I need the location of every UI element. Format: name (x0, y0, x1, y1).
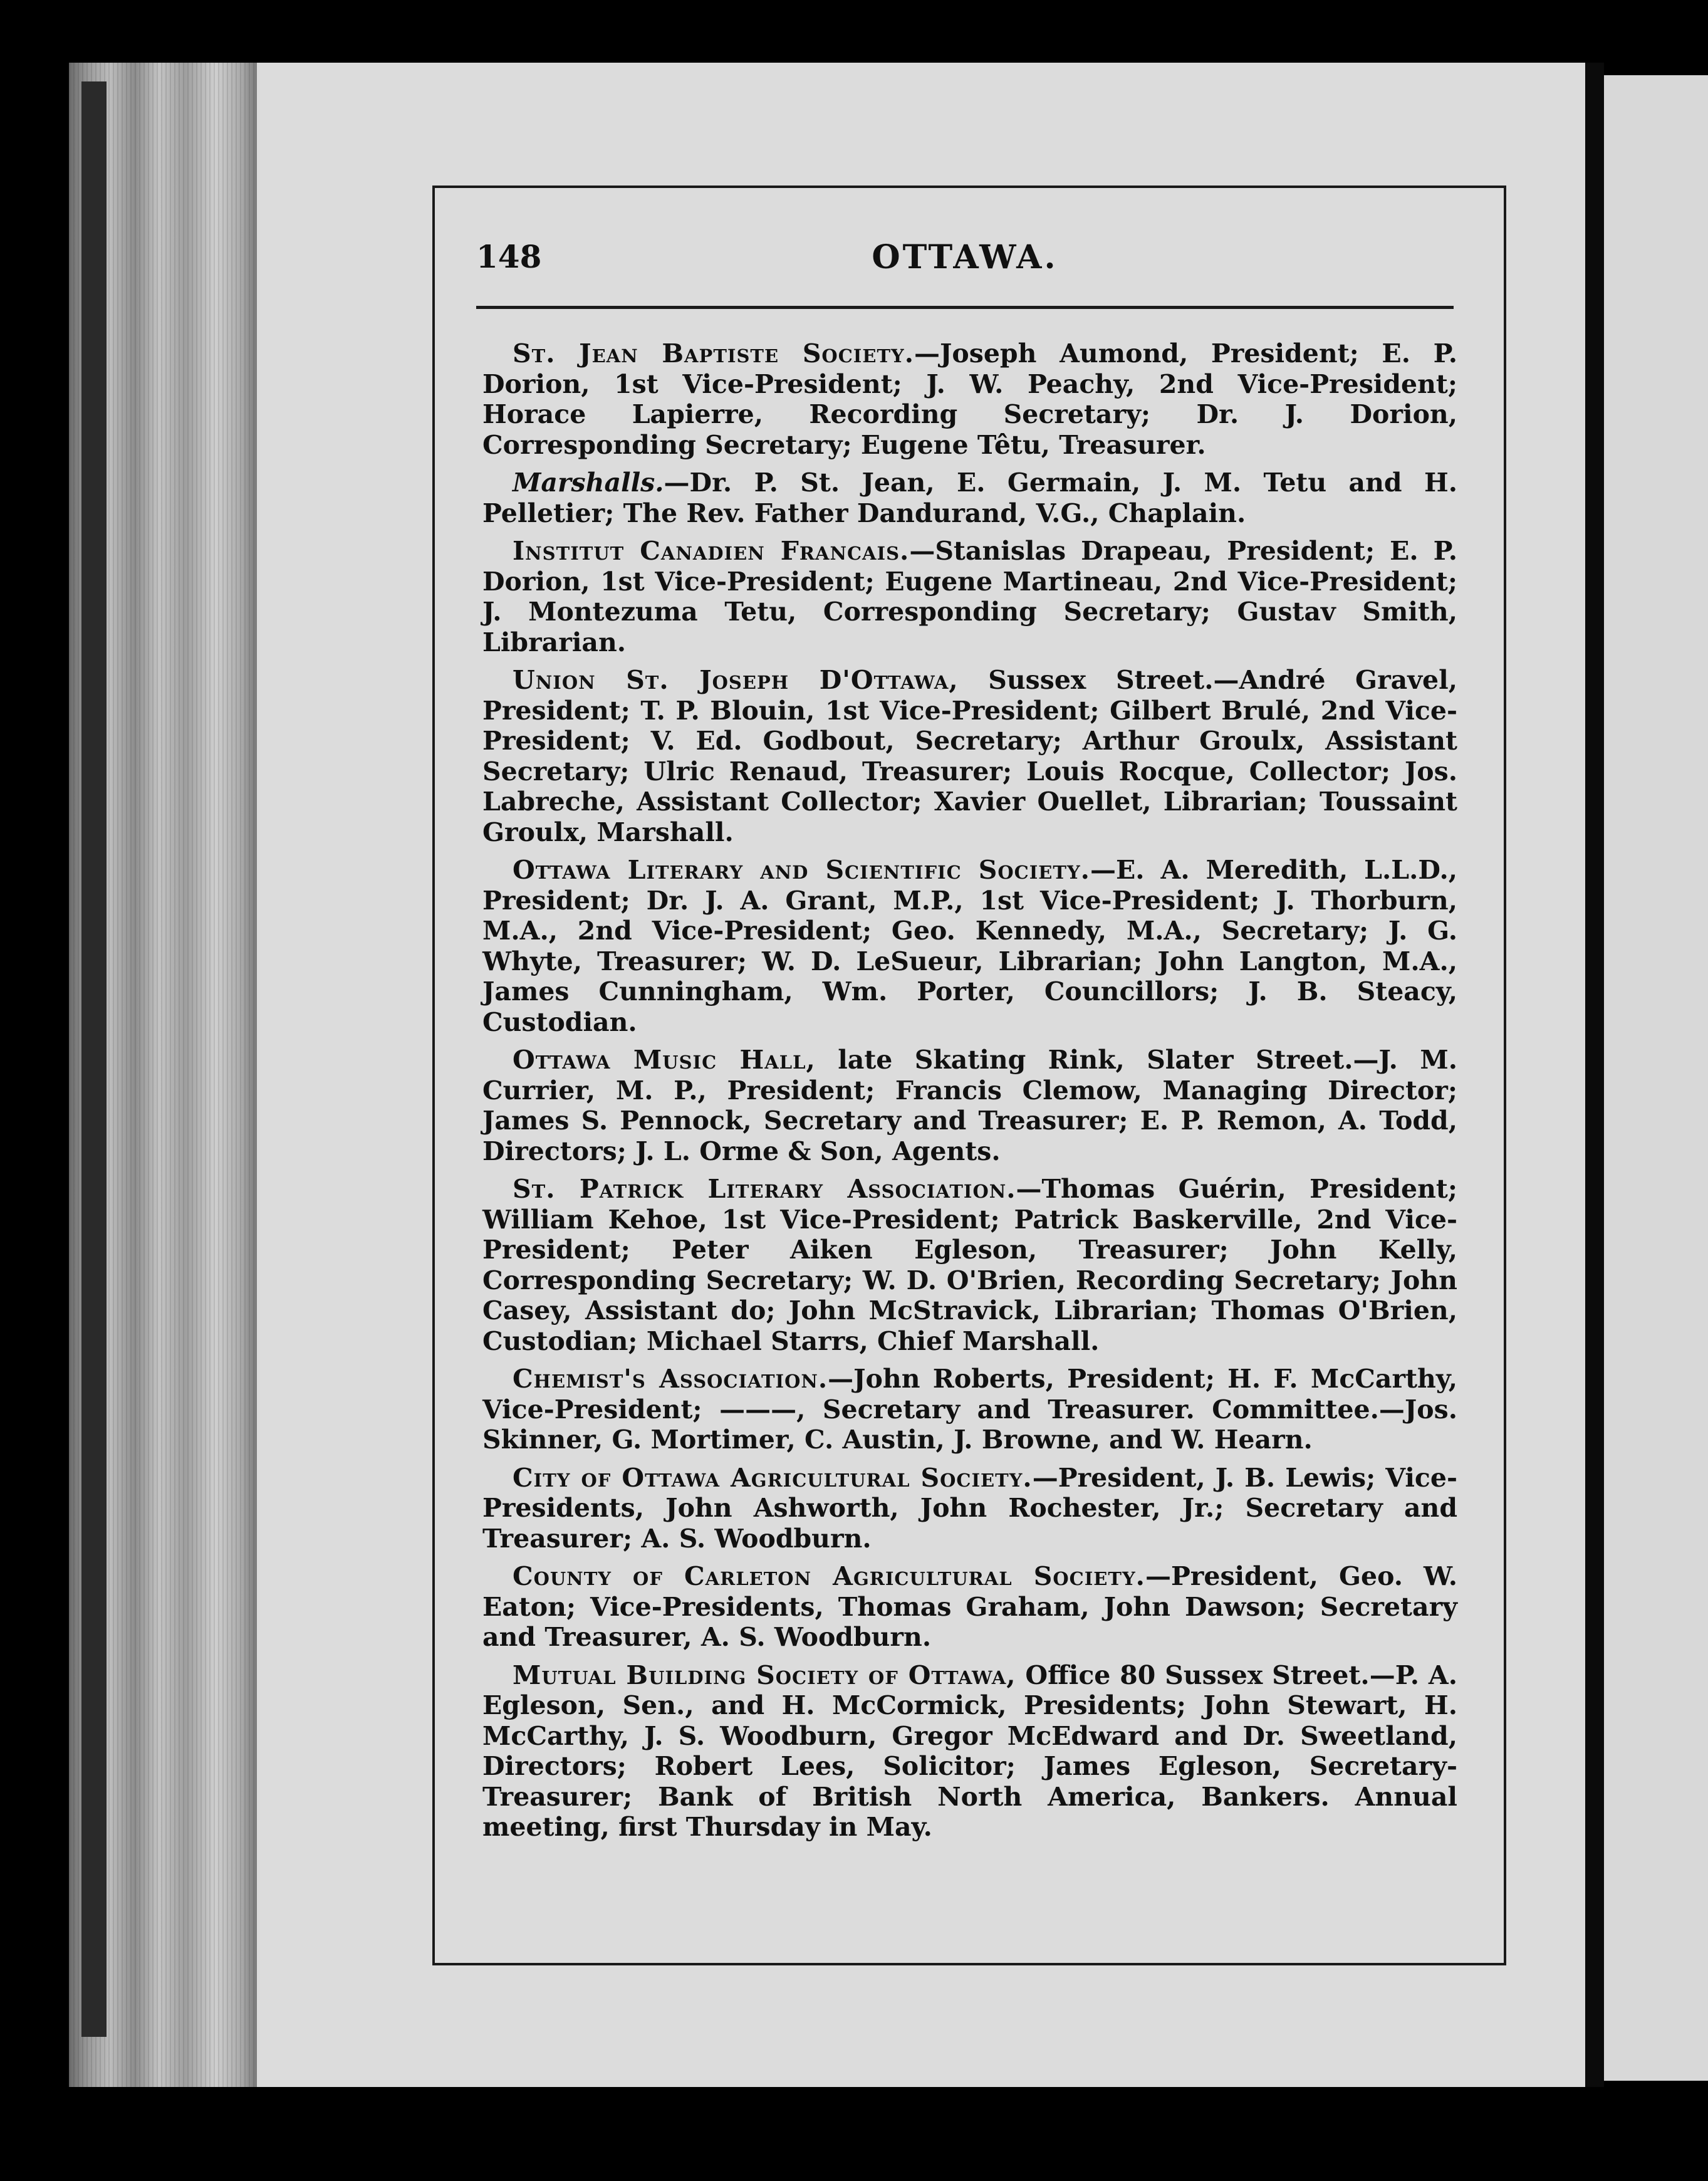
entry-name: City of Ottawa Agricultural Society. (513, 1462, 1033, 1493)
entry-chemists-association (482, 1364, 1457, 1455)
entry-name: Ottawa Music Hall, (513, 1045, 816, 1075)
entry-text: late Skating Rink, Slater Street.—J. M. Currier, M. P., President; Francis Clemow, Managing Director; James S. Pennock, Secretary and Treasurer; E. P. Remon, A. Todd, Directors; J. L. Orme & Son, Agents. (482, 1045, 1457, 1166)
header-rule (476, 306, 1454, 309)
entry-ottawa-literary-scientific-society (482, 855, 1457, 1037)
entry-text: —John Roberts, President; H. F. McCarthy, Vice-President; ———, Secretary and Treasurer. Committee.—Jos. Skinner, G. Mortimer, C. Austin, J. Browne, and W. Hearn. (482, 1364, 1458, 1455)
entry-text: —Joseph Aumond, President; E. P. Dorion, 1st Vice-President; J. W. Peachy, 2nd Vice-President; Horace Lapierre, Recording Secretary; Dr. J. Dorion, Corresponding Secretary; Eugene Têtu, Treasurer. (482, 338, 1457, 460)
entry-city-of-ottawa-agricultural-society (482, 1463, 1457, 1554)
entry-text: —Stanislas Drapeau, President; E. P. Dorion, 1st Vice-President; Eugene Martineau, 2nd Vice-President; J. Montezuma Tetu, Corresponding Secretary; Gustav Smith, Librarian. (482, 536, 1457, 657)
entry-name: St. Patrick Literary Association. (513, 1174, 1016, 1204)
page-header (476, 238, 1454, 288)
entry-st-jean-baptiste-society (482, 338, 1457, 460)
entry-institut-canadien-francais (482, 536, 1457, 657)
entry-st-patrick-literary-association (482, 1174, 1457, 1356)
entry-text: —President, Geo. W. Eaton; Vice-Presidents, Thomas Graham, John Dawson; Secretary and Treasurer, A. S. Woodburn. (482, 1561, 1457, 1652)
entry-text: —Thomas Guérin, President; William Kehoe, 1st Vice-President; Patrick Baskerville, 2nd Vice-President; Peter Aiken Egleson, Treasurer; John Kelly, Corresponding Secretary; W. D. O'Brien, Recording Secretary; John Casey, Assistant do; John McStravick, Librarian; Thomas O'Brien, Custodian; Michael Starrs, Chief Marshall. (482, 1174, 1457, 1356)
entry-text: —President, J. B. Lewis; Vice-Presidents, John Ashworth, John Rochester, Jr.; Secretary and Treasurer; A. S. Woodburn. (482, 1462, 1457, 1554)
entry-name: County of Carleton Agricultural Society. (513, 1561, 1145, 1591)
entry-name: Ottawa Literary and Scientific Society. (513, 855, 1090, 885)
page-body (482, 338, 1457, 1850)
page-gutter (1585, 63, 1604, 2087)
page-number: 148 (476, 238, 542, 275)
entry-county-of-carleton-agricultural-society (482, 1561, 1457, 1653)
entry-name: St. Jean Baptiste Society. (513, 338, 915, 369)
entry-text: —Dr. P. St. Jean, E. Germain, J. M. Tetu and H. Pelletier; The Rev. Father Dandurand, V.G., Chaplain. (482, 468, 1457, 528)
book-edge-shadow (81, 81, 107, 2037)
entry-mutual-building-society (482, 1660, 1457, 1843)
entry-ottawa-music-hall (482, 1045, 1457, 1166)
entry-name: Union St. Joseph D'Ottawa, (513, 665, 959, 695)
entry-union-st-joseph (482, 665, 1457, 847)
entry-text: Sussex Street.—André Gravel, President; T. P. Blouin, 1st Vice-President; Gilbert Brulé, 2nd Vice-President; V. Ed. Godbout, Secretary; Arthur Groulx, Assistant Secretary; Ulric Renaud, Treasurer; Louis Rocque, Collector; Jos. Labreche, Assistant Collector; Xavier Ouellet, Librarian; Toussaint Groulx, Marshall. (482, 665, 1457, 847)
entry-name: Mutual Building Society of Ottawa, (513, 1660, 1016, 1690)
entry-marshalls (482, 468, 1457, 528)
entry-name: Institut Canadien Francais. (513, 536, 910, 566)
entry-text: Office 80 Sussex Street.—P. A. Egleson, Sen., and H. McCormick, Presidents; John Stewart, H. McCarthy, J. S. Woodburn, Gregor McEdward and Dr. Sweetland, Directors; Robert Lees, Solicitor; James Egleson, Secretary-Treasurer; Bank of British North America, Bankers. Annual meeting, first Thursday in May. (482, 1660, 1457, 1842)
adjacent-page-edge (1604, 75, 1708, 2081)
running-title: OTTAWA. (872, 238, 1058, 276)
entry-name: Chemist's Association. (513, 1364, 828, 1394)
entry-text: —E. A. Meredith, L.L.D., President; Dr. J. A. Grant, M.P., 1st Vice-President; J. Thorburn, M.A., 2nd Vice-President; Geo. Kennedy, M.A., Secretary; J. G. Whyte, Treasurer; W. D. LeSueur, Librarian; John Langton, M.A., James Cunningham, Wm. Porter, Councillors; J. B. Steacy, Custodian. (482, 855, 1457, 1037)
entry-italic-label: Marshalls. (513, 468, 664, 498)
